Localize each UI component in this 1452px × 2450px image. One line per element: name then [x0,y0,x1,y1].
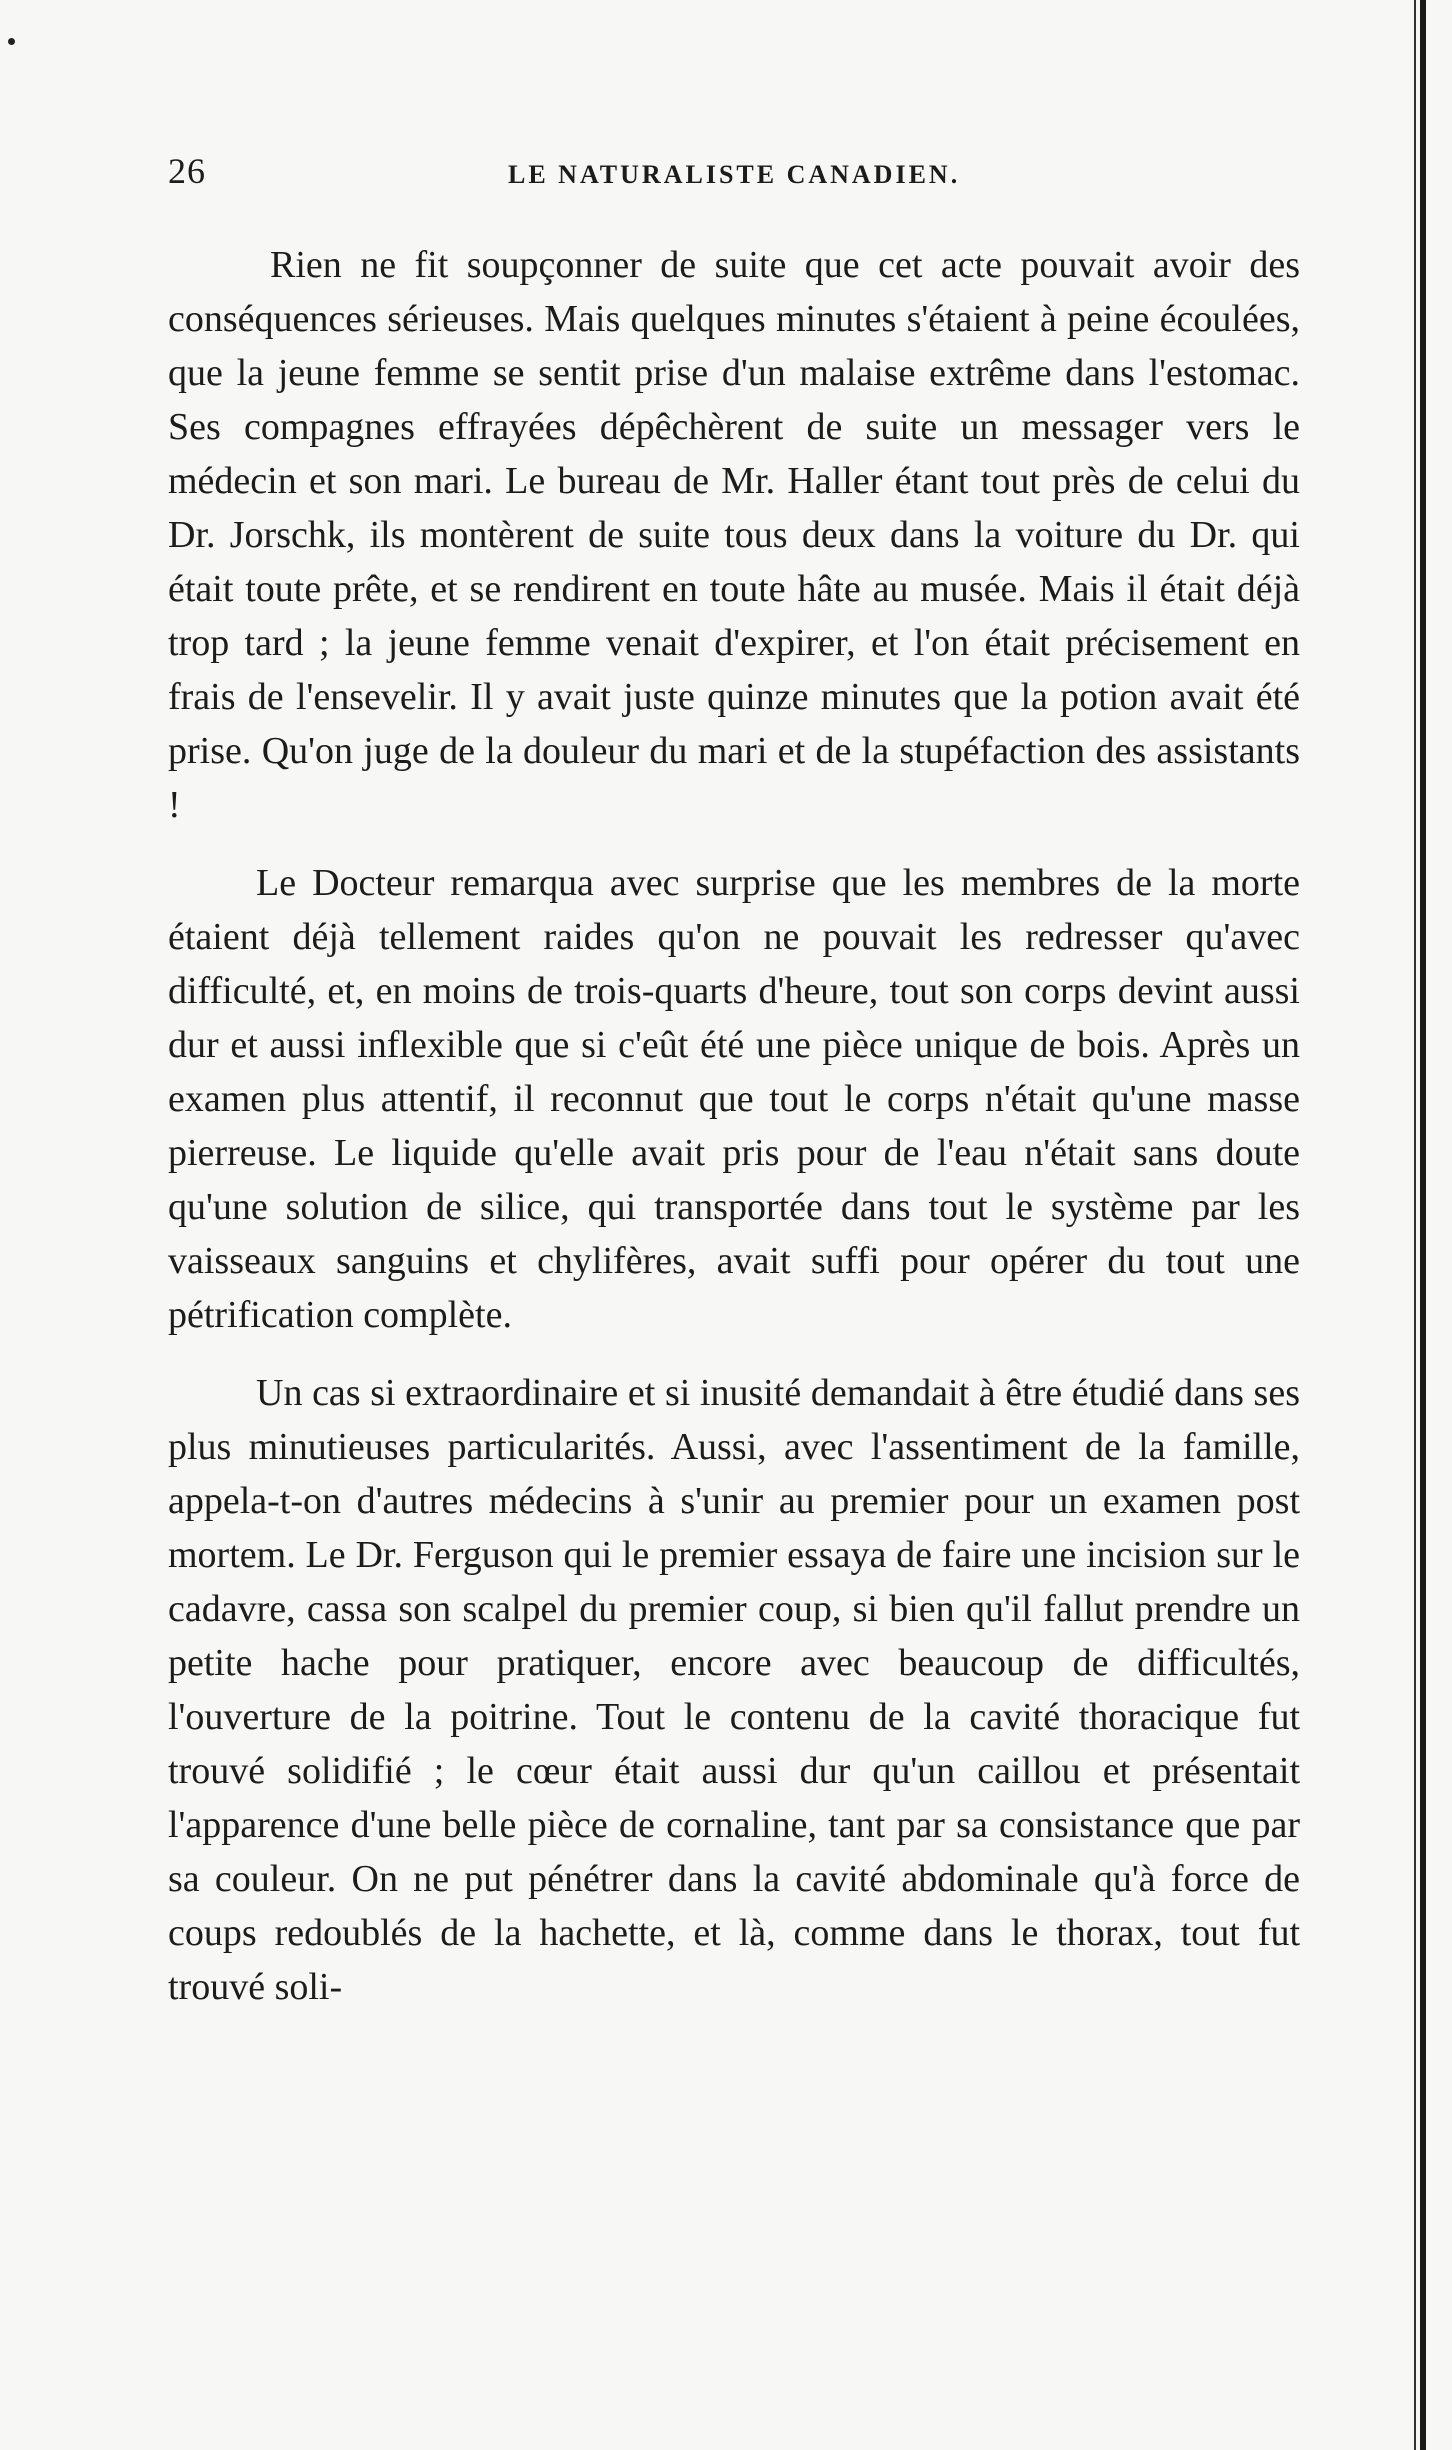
page-number: 26 [168,151,206,191]
paragraph: Un cas si extraordinaire et si inusité demandait à être étudié dans ses plus minutieuses particularités. Aussi, avec l'assentiment de la famille, appela-t-on d'autres médecins à s'unir au premier pour un examen post mortem. Le Dr. Ferguson qui le premier essaya de faire une incision sur le cadavre, cassa son scalpel du premier coup, si bien qu'il fallut prendre un petite hache pour pratiquer, encore avec beaucoup de difficultés, l'ouverture de la poitrine. Tout le contenu de la cavité thoracique fut trouvé solidifié ; le cœur était aussi dur qu'un caillou et présentait l'apparence d'une belle pièce de cornaline, tant par sa consistance que par sa couleur. On ne put pénétrer dans la cavité abdominale qu'à force de coups redoublés de la hachette, et là, comme dans le thorax, tout fut trouvé soli- [168,1372,1300,2008]
body-text [168,238,1300,2014]
paragraph: Le Docteur remarqua avec surprise que les membres de la morte étaient déjà tellement raides qu'on ne pouvait les redresser qu'avec difficulté, et, en moins de trois-quarts d'heure, tout son corps devint aussi dur et aussi inflexible que si c'eût été une pièce unique de bois. Après un examen plus attentif, il reconnut que tout le corps n'était qu'une masse pierreuse. Le liquide qu'elle avait pris pour de l'eau n'était sans doute qu'une solution de silice, qui transportée dans tout le système par les vaisseaux sanguins et chylifères, avait suffi pour opérer du tout une pétrification complète. [168,862,1300,1336]
page-header [168,150,1300,200]
page-edge-line [1420,0,1426,2450]
running-title: LE NATURALISTE CANADIEN. [508,160,961,189]
paragraph: Rien ne fit soupçonner de suite que cet acte pouvait avoir des conséquences sérieuses. Mais quelques minutes s'étaient à peine écoulées, que la jeune femme se sentit prise d'un malaise extrême dans l'estomac. Ses compagnes effrayées dépêchèrent de suite un messager vers le médecin et son mari. Le bureau de Mr. Haller étant tout près de celui du Dr. Jorschk, ils montèrent de suite tous deux dans la voiture du Dr. qui était toute prête, et se rendirent en toute hâte au musée. Mais il était déjà trop tard ; la jeune femme venait d'expirer, et l'on était précisement en frais de l'ensevelir. Il y avait juste quinze minutes que la potion avait été prise. Qu'on juge de la douleur du mari et de la stupéfaction des assistants ! [168,244,1300,826]
page-edge-line-thin [1414,0,1416,2450]
ink-speck [8,38,15,45]
